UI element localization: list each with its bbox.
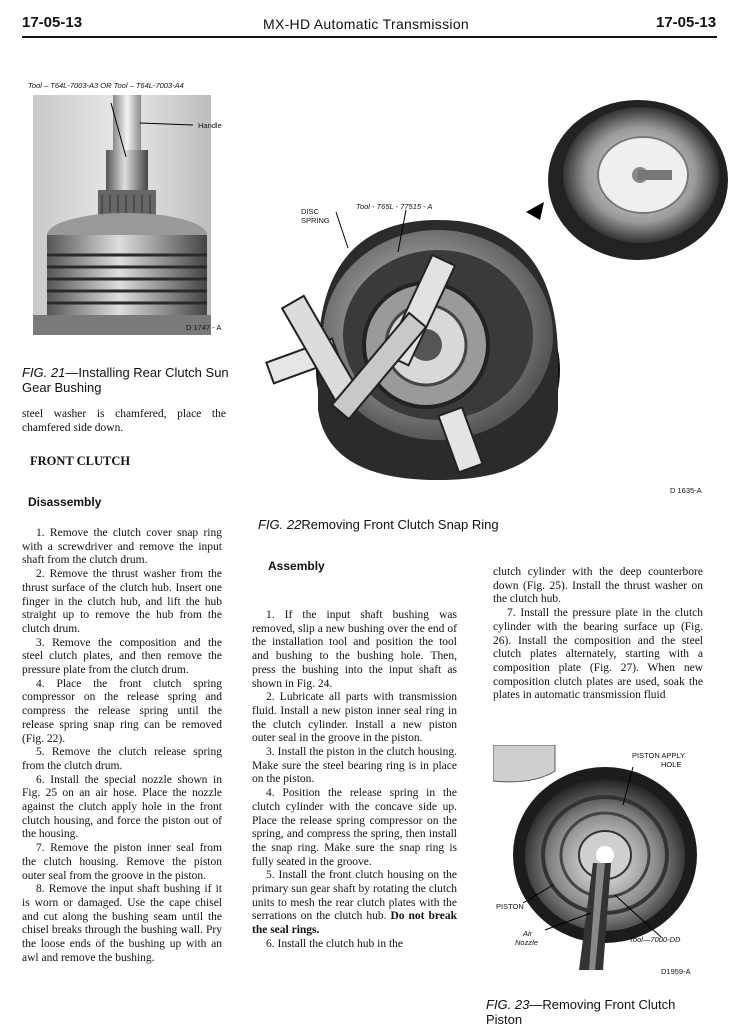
fig23-piston-apply-label: PISTON APPLY — [632, 751, 686, 760]
col1-intro: steel washer is chamfered, place the chamfered side down. — [22, 408, 226, 434]
fig23-caption-text-2: Piston — [486, 1012, 523, 1027]
assembly-step: 2. Lubricate all parts with transmission fluid. Install a new piston inner seal ring in the clutch cylinder. Install a new piston outer seal in the groove in the piston. — [252, 691, 457, 745]
assembly-step: 4. Position the release spring in the clutch cylinder with the concave side up. Place the release spring compressor on the spring, and compress the spring, then install the snap ring. Make sure the snap ring is fully seated in the groove. — [252, 787, 457, 868]
disassembly-step: 5. Remove the clutch release spring from the clutch drum. — [22, 746, 222, 772]
fig23-tool-label: Tool—7000-DD — [629, 935, 681, 944]
assembly-steps — [252, 609, 457, 952]
fig22-caption-number: FIG. 22 — [258, 517, 302, 532]
fig23-caption-text: —Removing Front Clutch — [529, 997, 676, 1012]
page-title: MX-HD Automatic Transmission — [262, 16, 469, 32]
fig22-disc-label: DISC — [301, 207, 319, 216]
page-number-right: 17-05-13 — [656, 14, 717, 31]
assembly-step: 3. Install the piston in the clutch housing. Make sure the steel bearing ring is in place on the piston. — [252, 746, 457, 786]
col3-paragraph: clutch cylinder with the deep counterbore down (Fig. 25). Install the thrust washer on the clutch hub. — [493, 566, 703, 606]
disassembly-step: 8. Remove the input shaft bushing if it is worn or damaged. Use the cape chisel and cut along the bushing seam until the chisel breaks through the bushing wall. Pry the loose ends of the bushing up with an awl and remove the bushing. — [22, 883, 222, 964]
disassembly-step: 6. Install the special nozzle shown in Fig. 25 on an air hose. Place the nozzle against the clutch apply hole in the front clutch housing, and force the piston out of the housing. — [22, 773, 222, 841]
assembly-step: 1. If the input shaft bushing was removed, slip a new bushing over the end of the installation tool and position the tool and bushing to the bushing hole. Then, press the bushing into the input shaft as shown in Fig. 24. — [252, 609, 457, 690]
assembly-step-5 — [252, 869, 457, 938]
header-rule — [22, 36, 717, 38]
fig23-hole-label: HOLE — [661, 760, 682, 769]
assembly-step-6: 6. Install the clutch hub in the — [266, 937, 404, 950]
fig21-handle-label: Handle — [198, 121, 222, 130]
fig23-caption-number: FIG. 23 — [486, 997, 530, 1012]
fig23-piston-label: PISTON — [496, 902, 524, 911]
col3-text — [493, 566, 703, 703]
fig21-caption-number: FIG. 21 — [22, 365, 66, 380]
disassembly-step: 1. Remove the clutch cover snap ring with a screwdriver and remove the input shaft from the clutch drum. — [22, 527, 222, 567]
fig23-air-label: Air — [523, 929, 533, 938]
fig23-code: D1959-A — [661, 967, 691, 976]
page-number-left: 17-05-13 — [22, 14, 83, 31]
disassembly-step: 4. Place the front clutch spring compressor on the release spring and compress the release spring until the release spring snap ring can be removed (Fig. 22). — [22, 677, 222, 745]
fig21-caption — [22, 365, 242, 395]
fig21-caption-text: —Installing Rear Clutch Sun Gear Bushing — [22, 365, 229, 395]
fig21-tool-label: Tool – T64L-7003-A3 OR Tool – T64L-7003-A4 — [28, 81, 184, 90]
assembly-step-5-text: 5. Install the front clutch housing on the primary sun gear shaft by rotating the clutch units to mesh the rear clutch plates with the serrations on the clutch hub. — [252, 869, 457, 923]
fig23-photo — [493, 745, 715, 985]
col3-paragraph: 7. Install the pressure plate in the clutch cylinder with the bearing surface up (Fig. 26). Install the composition and the steel clutch plates alternately, starting with a composition plate (Fig. 27). When new composition clutch plates are used, soak the plates in automatic transmission fluid — [493, 607, 703, 702]
disassembly-step: 2. Remove the thrust washer from the thrust surface of the clutch hub. Insert one finger in the clutch hub, and lift the hub straight up to remove the hub from the clutch drum. — [22, 568, 222, 635]
disassembly-step: 7. Remove the piston inner seal from the clutch housing. Remove the piston outer seal from the groove in the piston. — [22, 842, 222, 882]
fig22-tool-label: Tool - T65L - 77515 - A — [356, 202, 433, 211]
fig22-code: D 1635-A — [670, 486, 702, 495]
disassembly-step: 3. Remove the composition and the steel clutch plates, and then remove the pressure plate from the clutch drum. — [22, 636, 222, 677]
subsection-disassembly: Disassembly — [28, 495, 102, 509]
subsection-assembly: Assembly — [268, 559, 325, 573]
fig21-code: D 1747 - A — [186, 323, 222, 332]
fig22-caption — [258, 517, 558, 532]
fig21-photo — [28, 95, 248, 345]
fig22-spring-label: SPRING — [301, 216, 330, 225]
fig22-caption-text: Removing Front Clutch Snap Ring — [301, 517, 499, 532]
disassembly-steps — [22, 527, 222, 966]
fig23-caption — [486, 997, 716, 1027]
fig23-nozzle-label: Nozzle — [515, 938, 538, 947]
assembly-step-5-warning: Do not break the seal rings. — [252, 910, 458, 937]
section-front-clutch: FRONT CLUTCH — [30, 454, 131, 468]
fig22-photo — [258, 80, 728, 490]
